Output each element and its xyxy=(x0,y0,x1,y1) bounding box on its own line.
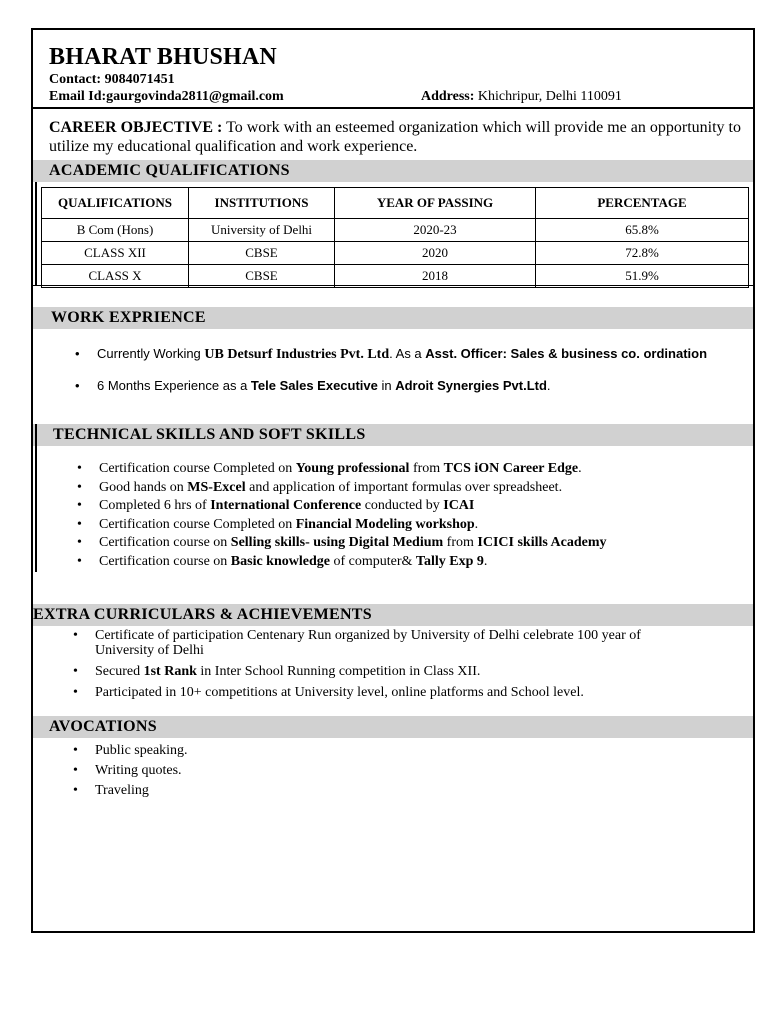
academic-bottom-rule xyxy=(33,285,753,286)
section-left-border xyxy=(35,424,37,572)
list-item: • Traveling xyxy=(61,781,461,801)
avocations-list xyxy=(61,741,461,801)
section-heading: ACADEMIC QUALIFICATIONS xyxy=(49,162,290,179)
bullet-icon: • xyxy=(73,763,78,778)
bullet-icon: • xyxy=(73,664,78,679)
bullet-icon: • xyxy=(77,498,82,513)
list-item: • Writing quotes. xyxy=(61,761,461,781)
extra-curriculars-list xyxy=(61,628,701,706)
bullet-icon: • xyxy=(73,783,78,798)
bullet-icon: • xyxy=(77,479,82,495)
table-header-cell: QUALIFICATIONS xyxy=(42,188,189,219)
list-item: • Currently Working UB Detsurf Industries Pvt. Ltd. As a Asst. Officer: Sales & business co. ordination xyxy=(75,346,708,362)
table-cell: CBSE xyxy=(189,265,335,288)
section-heading: TECHNICAL SKILLS AND SOFT SKILLS xyxy=(53,426,366,443)
table-cell: 65.8% xyxy=(536,219,749,242)
table-cell: 51.9% xyxy=(536,265,749,288)
section-academic-qualifications xyxy=(33,160,753,182)
career-objective-text: To work with an esteemed organization which will provide me an opportunity to utilize my educational qualification and work experience. xyxy=(49,119,741,155)
bullet-icon: • xyxy=(77,516,82,532)
table-cell: CLASS X xyxy=(42,265,189,288)
table-header-cell: YEAR OF PASSING xyxy=(335,188,536,219)
list-item: • Participated in 10+ competitions at University level, online platforms and School level. xyxy=(73,685,584,700)
work-experience-list xyxy=(63,346,743,409)
contact-number: Contact: 9084071451 xyxy=(49,72,175,87)
list-item: • Good hands on MS-Excel and application of important formulas over spreadsheet. xyxy=(65,479,745,498)
table-header-cell: PERCENTAGE xyxy=(536,188,749,219)
section-heading: AVOCATIONS xyxy=(49,718,157,735)
section-left-border xyxy=(35,182,37,286)
list-item: • Certification course Completed on Young professional from TCS iON Career Edge. xyxy=(65,460,745,479)
list-item: • Certification course on Basic knowledge of computer& Tally Exp 9. xyxy=(65,553,745,572)
table-cell: 2020 xyxy=(335,242,536,265)
table-row xyxy=(42,219,749,242)
table-cell: 2020-23 xyxy=(335,219,536,242)
career-objective-label: CAREER OBJECTIVE : xyxy=(49,119,223,136)
address-label: Address: xyxy=(421,89,475,104)
list-item: • Certification course Completed on Financial Modeling workshop. xyxy=(65,516,745,535)
bullet-icon: • xyxy=(73,743,78,758)
table-cell: 72.8% xyxy=(536,242,749,265)
candidate-name: BHARAT BHUSHAN xyxy=(49,44,277,70)
bullet-icon: • xyxy=(77,553,82,569)
list-item: • 6 Months Experience as a Tele Sales Executive in Adroit Synergies Pvt.Ltd. xyxy=(75,378,551,393)
bullet-icon: • xyxy=(73,685,78,700)
section-work-experience xyxy=(33,307,753,329)
technical-skills-list xyxy=(65,460,745,571)
career-objective xyxy=(49,118,749,156)
table-header-row xyxy=(42,188,749,219)
table-cell: B Com (Hons) xyxy=(42,219,189,242)
table-header-cell: INSTITUTIONS xyxy=(189,188,335,219)
list-item: • Completed 6 hrs of International Conference conducted by ICAI xyxy=(65,497,745,516)
list-item: • Public speaking. xyxy=(61,741,461,761)
address-value: Khichripur, Delhi 110091 xyxy=(474,89,622,104)
section-extra-curriculars xyxy=(33,604,753,626)
list-item: • Secured 1st Rank in Inter School Running competition in Class XII. xyxy=(73,664,481,679)
table-cell: 2018 xyxy=(335,265,536,288)
section-heading: EXTRA CURRICULARS & ACHIEVEMENTS xyxy=(33,606,372,623)
academic-table xyxy=(41,187,749,288)
bullet-icon: • xyxy=(75,346,80,361)
bullet-icon: • xyxy=(75,378,80,393)
table-row xyxy=(42,242,749,265)
table-cell: University of Delhi xyxy=(189,219,335,242)
bullet-icon: • xyxy=(77,461,82,476)
list-item: • Certification course on Selling skills- using Digital Medium from ICICI skills Academy xyxy=(65,534,745,553)
bullet-icon: • xyxy=(77,535,82,550)
list-item: • Certificate of participation Centenary Run organized by University of Delhi celebrate 100 year of University of Delhi xyxy=(73,628,641,658)
table-cell: CLASS XII xyxy=(42,242,189,265)
address xyxy=(421,89,622,105)
header-divider xyxy=(33,107,753,109)
table-cell: CBSE xyxy=(189,242,335,265)
section-technical-skills xyxy=(33,424,753,446)
section-avocations xyxy=(33,716,753,738)
resume-page xyxy=(31,28,755,933)
bullet-icon: • xyxy=(73,628,78,643)
section-heading: WORK EXPRIENCE xyxy=(51,309,206,326)
email-address: Email Id:gaurgovinda2811@gmail.com xyxy=(49,89,284,104)
